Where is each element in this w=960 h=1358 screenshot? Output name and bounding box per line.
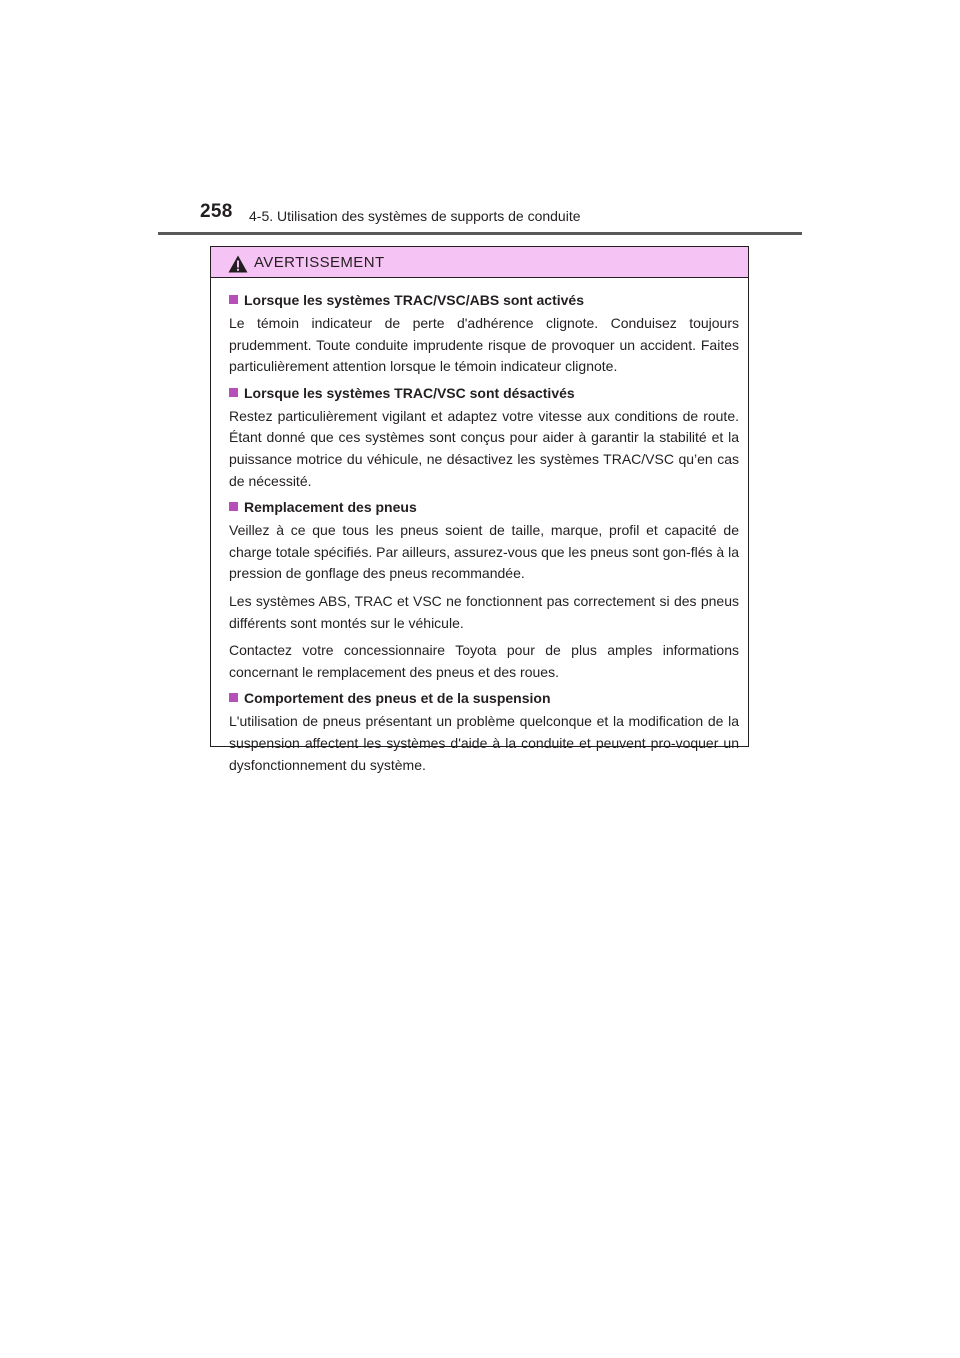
square-bullet-icon <box>229 502 238 511</box>
item-heading-text: Lorsque les systèmes TRAC/VSC sont désactivés <box>244 384 575 401</box>
warning-body <box>211 278 748 776</box>
header-divider <box>158 232 802 235</box>
item-paragraph: Contactez votre concessionnaire Toyota pour de plus amples informations concernant le remplacement des pneus et des roues. <box>229 642 739 680</box>
page-number: 258 <box>200 201 233 222</box>
item-heading <box>229 290 739 310</box>
warning-title: AVERTISSEMENT <box>254 254 385 271</box>
warning-item <box>229 497 739 683</box>
item-heading-text: Lorsque les systèmes TRAC/VSC/ABS sont activés <box>244 292 585 308</box>
warning-header <box>211 247 748 278</box>
item-heading <box>229 688 739 708</box>
warning-item <box>229 290 739 378</box>
warning-triangle-icon <box>228 255 248 273</box>
item-heading-text: Remplacement des pneus <box>244 499 417 516</box>
square-bullet-icon <box>229 388 238 397</box>
warning-item <box>229 383 739 492</box>
warning-box <box>210 246 749 773</box>
item-paragraph: Les systèmes ABS, TRAC et VSC ne fonctionnent pas correctement si des pneus différents sont montés sur le véhicule. <box>229 592 739 631</box>
item-heading <box>229 497 739 517</box>
item-heading-text: Comportement des pneus et de la suspension <box>244 690 551 707</box>
section-title: 4-5. Utilisation des systèmes de supports de conduite <box>249 208 581 224</box>
square-bullet-icon <box>229 295 238 304</box>
item-paragraph: Le témoin indicateur de perte d'adhérence clignote. Conduisez toujours prudemment. Toute conduite imprudente risque de provoquer un accident. Faites particulièrement attention lorsque le témoin indicateur clignote. <box>229 315 739 375</box>
item-paragraph: Veillez à ce que tous les pneus soient de taille, marque, profil et capacité de charge totale spécifiés. Par ailleurs, assurez-vous que les pneus sont gon-flés à la pression de gonflage des pneus recommandée. <box>229 522 739 582</box>
item-paragraph: Restez particulièrement vigilant et adaptez votre vitesse aux conditions de route. Étant donné que ces systèmes sont conçus pour aider à garantir la stabilité et la puissance motrice du véhicule, ne désactivez les systèmes TRAC/VSC qu’en cas de nécessité. <box>229 407 739 489</box>
item-paragraph: L'utilisation de pneus présentant un problème quelconque et la modification de la suspension affectent les systèmes d'aide à la conduite et peuvent pro-voquer un dysfonctionnement du système. <box>229 713 739 773</box>
warning-item <box>229 688 739 776</box>
item-heading <box>229 383 739 403</box>
square-bullet-icon <box>229 693 238 702</box>
